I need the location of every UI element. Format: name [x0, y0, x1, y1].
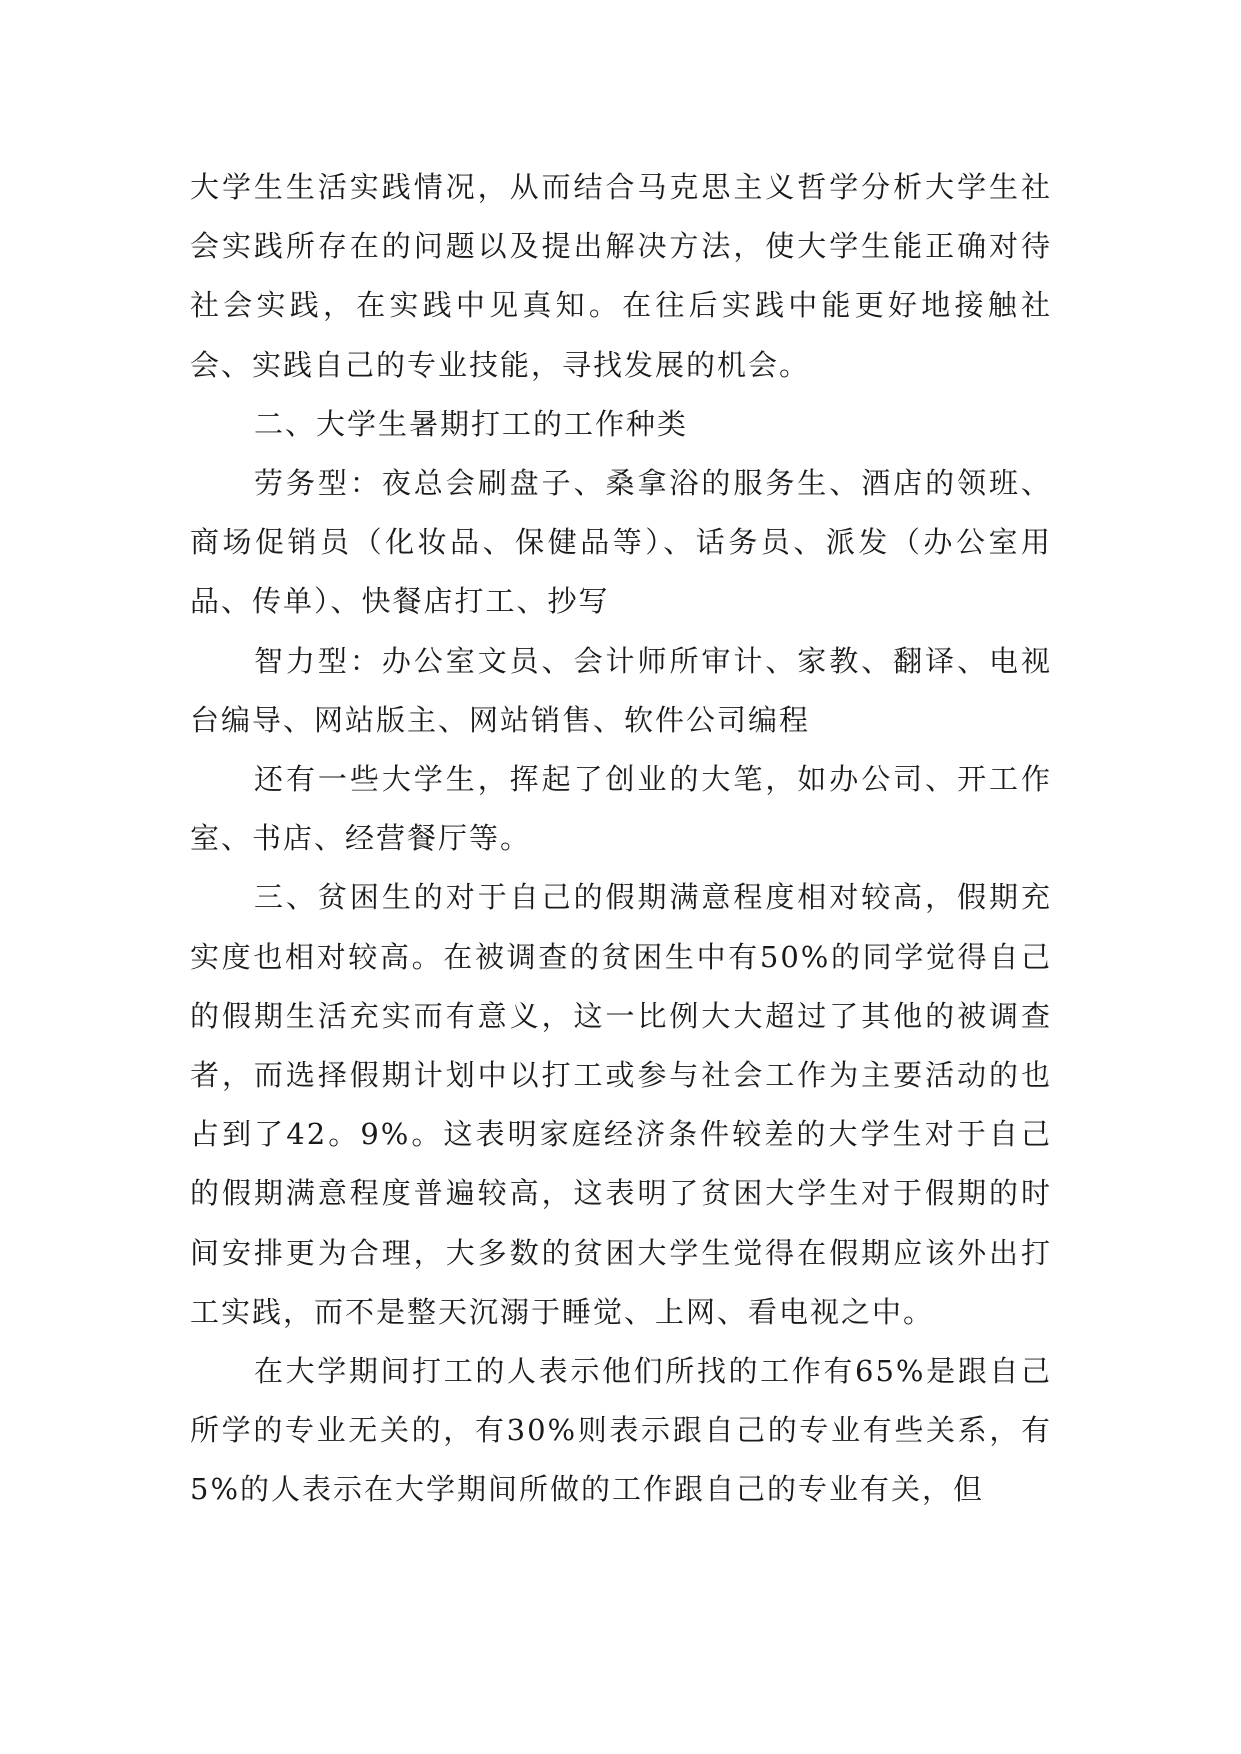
- paragraph-labor-jobs: 劳务型：夜总会刷盘子、桑拿浴的服务生、酒店的领班、商场促销员（化妆品、保健品等）、话务员、派发（办公室用品、传单）、快餐店打工、抄写: [190, 466, 1052, 619]
- paragraph-poor-students-satisfaction: 三、贫困生的对于自己的假期满意程度相对较高，假期充实度也相对较高。在被调查的贫困生中有50%的同学觉得自己的假期生活充实而有意义，这一比例大大超过了其他的被调查者，而选择假期计划中以打工或参与社会工作为主要活动的也占到了42。9%。这表明家庭经济条件较差的大学生对于自己的假期满意程度普遍较高，这表明了贫困大学生对于假期的时间安排更为合理，大多数的贫困大学生觉得在假期应该外出打工实践，而不是整天沉溺于睡觉、上网、看电视之中。: [190, 880, 1052, 1329]
- paragraph-intro-continued: 大学生生活实践情况，从而结合马克思主义哲学分析大学生社会实践所存在的问题以及提出解决方法，使大学生能正确对待社会实践，在实践中见真知。在往后实践中能更好地接触社会、实践自己的专业技能，寻找发展的机会。: [190, 170, 1052, 382]
- document-body: [190, 158, 1052, 1520]
- paragraph-intellectual-jobs: 智力型：办公室文员、会计师所审计、家教、翻译、电视台编导、网站版主、网站销售、软件公司编程: [190, 643, 1052, 737]
- paragraph-job-major-relevance: 在大学期间打工的人表示他们所找的工作有65%是跟自己所学的专业无关的，有30%则表示跟自己的专业有些关系，有5%的人表示在大学期间所做的工作跟自己的专业有关，但: [190, 1354, 1052, 1507]
- section-heading-job-types: 二、大学生暑期打工的工作种类: [254, 406, 689, 441]
- paragraph-entrepreneurship: 还有一些大学生，挥起了创业的大笔，如办公司、开工作室、书店、经营餐厅等。: [190, 762, 1052, 856]
